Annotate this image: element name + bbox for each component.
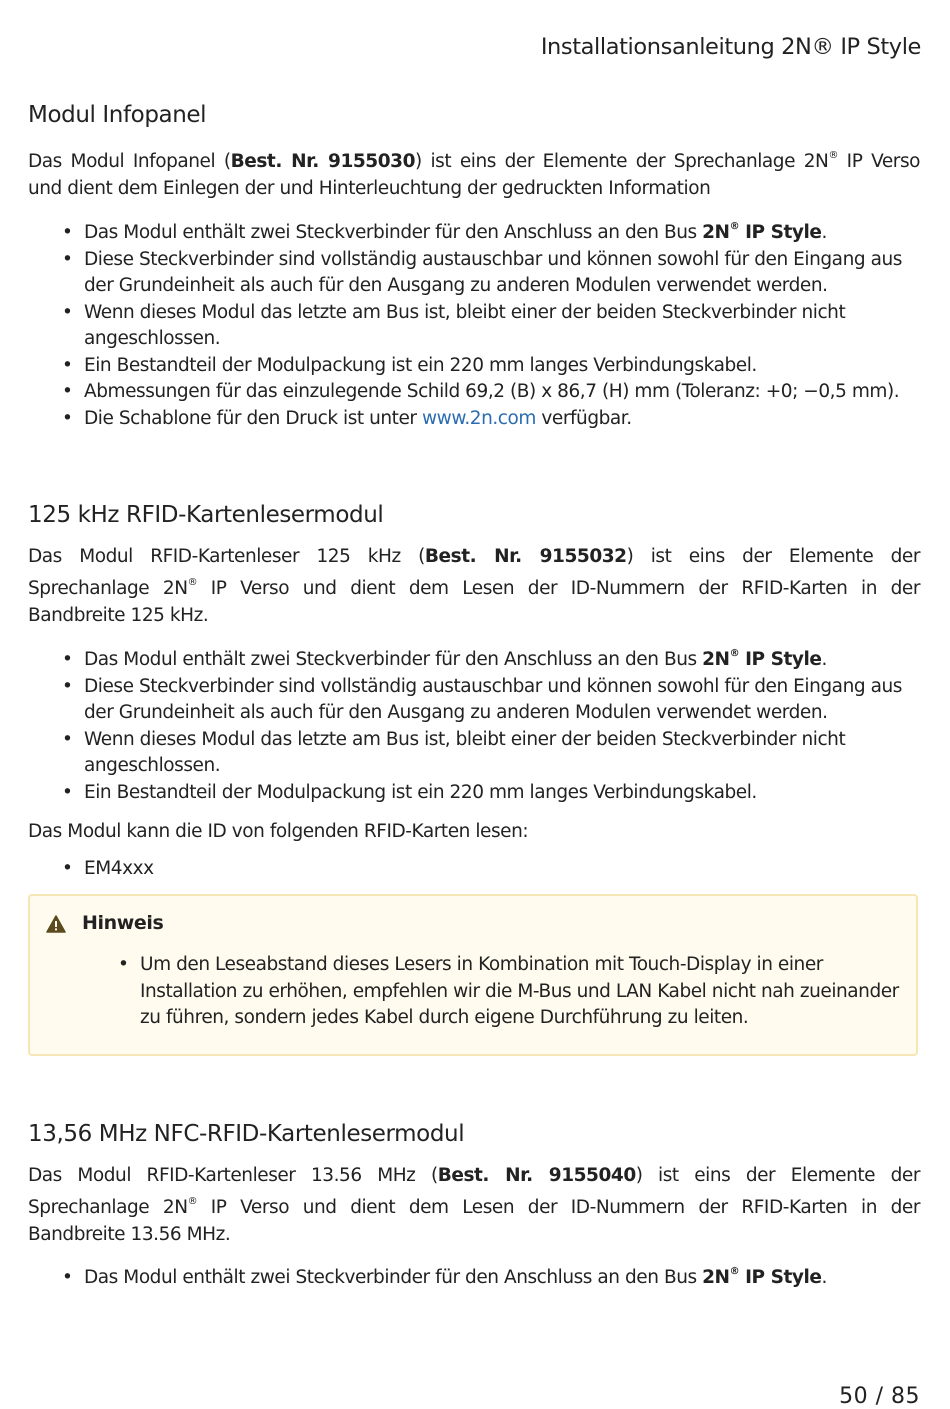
intro-line: Bandbreite 125 kHz.	[28, 605, 209, 626]
bus-name-text: IP Style	[739, 649, 822, 670]
intro-text: IP Verso und dient dem Lesen der ID-Nummern der RFID-Karten in der	[197, 578, 921, 599]
intro-text: Das Modul Infopanel (	[28, 151, 231, 172]
list-item	[56, 1265, 920, 1292]
order-number: Best. Nr. 9155030	[230, 151, 416, 172]
intro-text: ) ist eins der Elemente der Sprechanlage 2N	[415, 151, 829, 172]
order-number: Best. Nr. 9155040	[437, 1165, 636, 1186]
bus-name-text: IP Style	[739, 222, 822, 243]
cards-intro: Das Modul kann die ID von folgenden RFID-Karten lesen:	[28, 821, 529, 842]
bus-name-text: 2N	[702, 649, 730, 670]
list-item	[56, 406, 920, 433]
intro-text: ) ist eins der Elemente der	[626, 546, 920, 567]
list-item: • Ein Bestandteil der Modulpackung ist ein 220 mm langes Verbindungskabel.	[56, 353, 920, 380]
list-item	[56, 647, 920, 674]
registered-mark: ®	[828, 150, 838, 161]
list-item-text: verfügbar.	[535, 407, 632, 429]
registered-mark: ®	[729, 221, 740, 232]
warning-icon	[46, 915, 66, 933]
section-intro-rfid-125	[28, 543, 920, 629]
card-type-list	[56, 856, 920, 883]
intro-text: IP Verso	[838, 151, 920, 172]
intro-text: IP Verso und dient dem Lesen der ID-Nummern der RFID-Karten in der	[197, 1197, 921, 1218]
list-item: • Diese Steckverbinder sind vollständig austauschbar und können sowohl für den Eingang aus der Grundeinheit als auch für den Ausgang zu anderen Modulen verwendet werden.	[56, 674, 920, 727]
section-heading-rfid-125: 125 kHz RFID-Kartenlesermodul	[28, 502, 384, 528]
section-heading-nfc-13-56: 13,56 MHz NFC-RFID-Kartenlesermodul	[28, 1121, 465, 1147]
intro-text: Das Modul RFID-Kartenleser 125 kHz (	[28, 546, 425, 567]
bus-name	[702, 1267, 821, 1288]
section-intro-infopanel	[28, 148, 920, 202]
hint-list	[112, 952, 902, 1032]
list-item: • Wenn dieses Modul das letzte am Bus ist, bleibt einer der beiden Steckverbinder nicht angeschlossen.	[56, 727, 920, 780]
page-number: 50 / 85	[839, 1384, 920, 1409]
bus-name	[702, 649, 821, 670]
list-item-text: .	[821, 1267, 827, 1288]
bus-name-text: 2N	[702, 1267, 730, 1288]
registered-mark: ®	[729, 1266, 740, 1277]
list-item: • Um den Leseabstand dieses Lesers in Kombination mit Touch-Display in einer Installation zu erhöhen, empfehlen wir die M-Bus und LAN Kabel nicht nah zueinander zu führen, sondern jedes Kabel durch eigene Durchführung zu leiten.	[112, 952, 902, 1032]
intro-line	[28, 543, 920, 570]
intro-text: Sprechanlage 2N	[28, 578, 188, 599]
registered-mark: ®	[187, 577, 198, 588]
bus-name	[702, 222, 821, 243]
hint-box	[28, 894, 918, 1056]
bullet-list-rfid-125	[56, 647, 920, 806]
list-item: • Diese Steckverbinder sind vollständig austauschbar und können sowohl für den Eingang aus der Grundeinheit als auch für den Ausgang zu anderen Modulen verwendet werden.	[56, 247, 920, 300]
intro-line	[28, 575, 920, 602]
list-item-text: .	[821, 649, 827, 670]
bus-name-text: IP Style	[739, 1267, 822, 1288]
intro-line	[28, 1162, 920, 1189]
intro-text: ) ist eins der Elemente der	[635, 1165, 920, 1186]
intro-text: Sprechanlage 2N	[28, 1197, 188, 1218]
list-item	[56, 220, 920, 247]
order-number: Best. Nr. 9155032	[424, 546, 627, 567]
hint-title: Hinweis	[82, 912, 164, 934]
intro-line: und dient dem Einlegen der und Hinterleuchtung der gedruckten Information	[28, 178, 711, 199]
list-item: • Wenn dieses Modul das letzte am Bus ist, bleibt einer der beiden Steckverbinder nicht angeschlossen.	[56, 300, 920, 353]
bus-name-text: 2N	[702, 222, 730, 243]
list-item: • EM4xxx	[56, 856, 920, 883]
list-item-text: Das Modul enthält zwei Steckverbinder für den Anschluss an den Bus	[84, 222, 703, 243]
running-header: Installationsanleitung 2N® IP Style	[540, 34, 921, 60]
intro-line: Bandbreite 13.56 MHz.	[28, 1224, 231, 1245]
intro-line	[28, 148, 920, 175]
bullet-list-nfc-13-56	[56, 1265, 920, 1292]
registered-mark: ®	[187, 1196, 198, 1207]
list-item: • Ein Bestandteil der Modulpackung ist ein 220 mm langes Verbindungskabel.	[56, 780, 920, 807]
intro-line	[28, 1194, 920, 1221]
website-link[interactable]: www.2n.com	[422, 407, 536, 429]
registered-mark: ®	[729, 648, 740, 659]
list-item: • Abmessungen für das einzulegende Schild 69,2 (B) x 86,7 (H) mm (Toleranz: +0; −0,5 mm).	[56, 379, 920, 406]
bullet-list-infopanel	[56, 220, 920, 432]
intro-text: Das Modul RFID-Kartenleser 13.56 MHz (	[28, 1165, 438, 1186]
list-item-text: Das Modul enthält zwei Steckverbinder für den Anschluss an den Bus	[84, 1267, 703, 1288]
list-item-text: Die Schablone für den Druck ist unter	[84, 407, 422, 429]
list-item-text: Das Modul enthält zwei Steckverbinder für den Anschluss an den Bus	[84, 649, 703, 670]
list-item-text: .	[821, 222, 827, 243]
section-intro-nfc-13-56	[28, 1162, 920, 1248]
section-heading-infopanel: Modul Infopanel	[28, 102, 207, 128]
